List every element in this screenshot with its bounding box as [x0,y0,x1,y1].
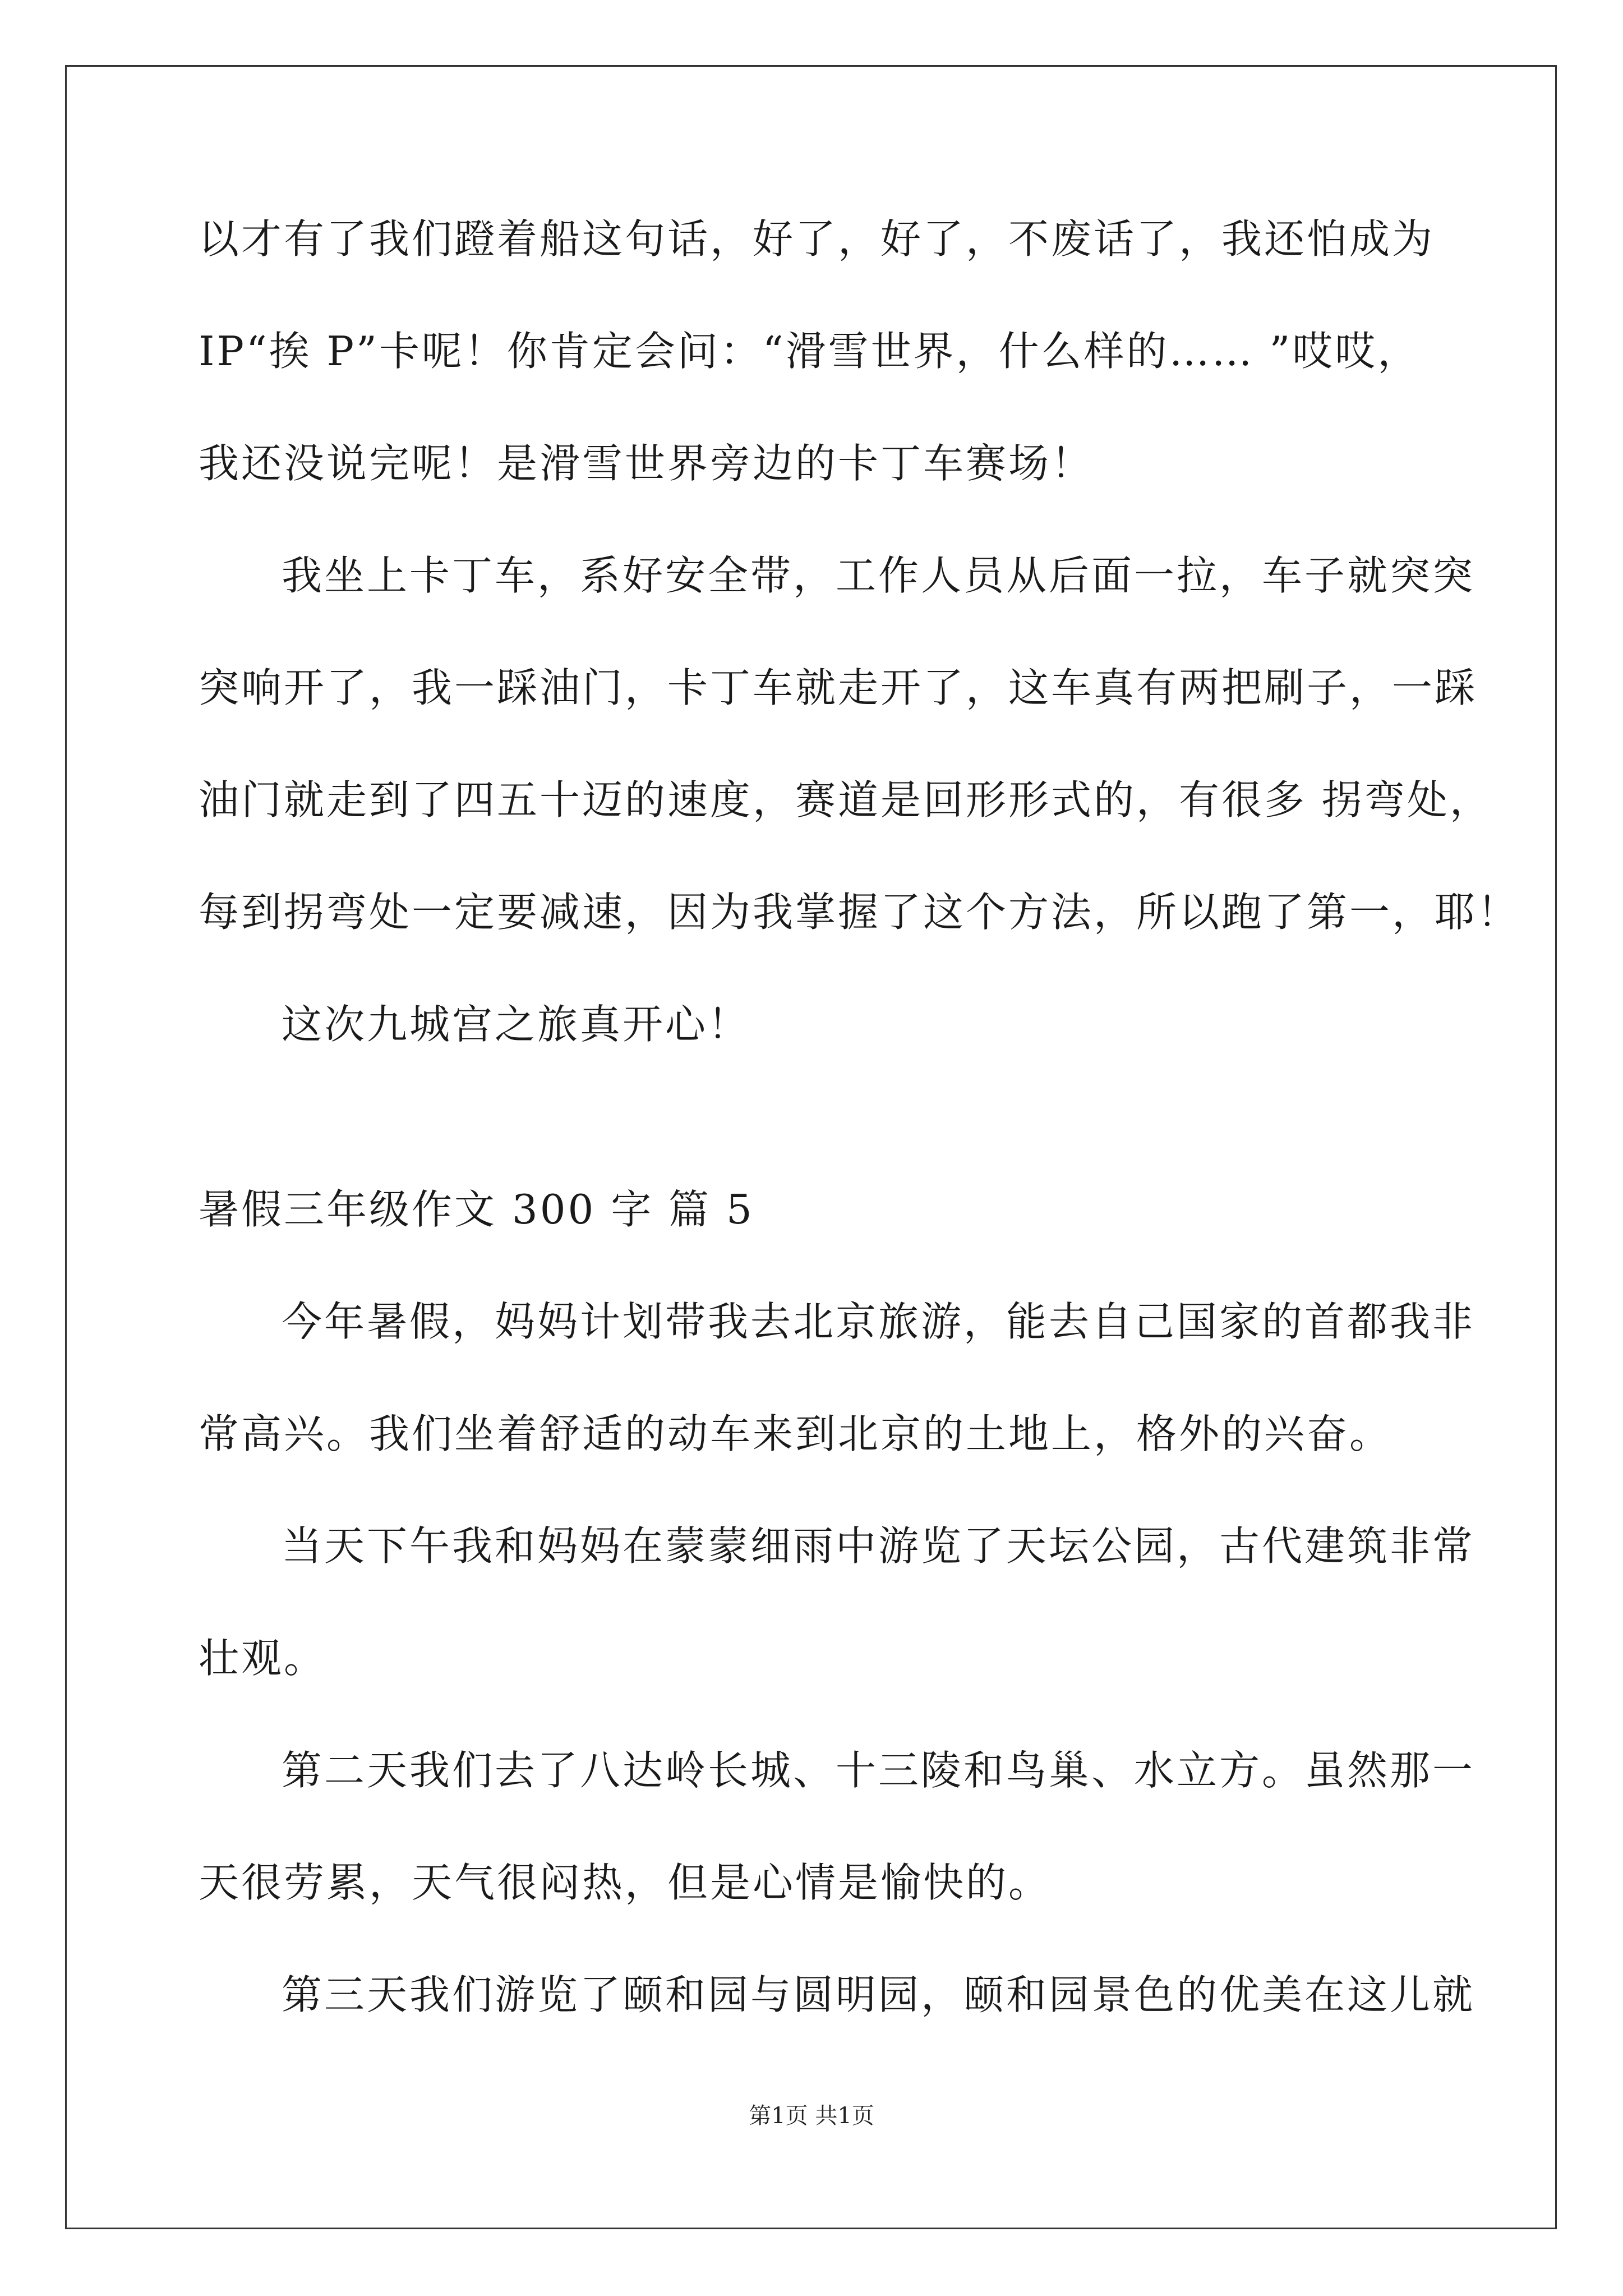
paragraph-line: 天很劳累，天气很闷热，但是心情是愉快的。 [199,1859,1052,1906]
paragraph-line: 每到拐弯处一定要减速，因为我掌握了这个方法，所以跑了第一，耶！ [199,889,1520,936]
paragraph-line: IP“挨 P”卡呢！你肯定会问：“滑雪世界，什么样的…… ”哎哎， [199,328,1421,375]
paragraph-line: 我还没说完呢！是滑雪世界旁边的卡丁车赛场！ [199,440,1094,487]
paragraph-line: 第三天我们游览了颐和园与圆明园，颐和园景色的优美在这儿就 [282,1971,1476,2018]
paragraph-line: 油门就走到了四五十迈的速度，赛道是回形形式的，有很多 拐弯处， [199,776,1492,823]
paragraph-line: 我坐上卡丁车，系好安全带，工作人员从后面一拉，车子就突突 [282,552,1476,599]
paragraph-line: 这次九城宫之旅真开心！ [282,1001,751,1048]
paragraph-line: 突响开了，我一踩油门，卡丁车就走开了，这车真有两把刷子，一踩 [199,664,1478,711]
page-footer: 第1页 共1页 [749,2103,874,2129]
paragraph-line: 以才有了我们蹬着船这句话，好了，好了，不废话了，我还怕成为 [199,215,1435,263]
paragraph-line: 壮观。 [199,1635,327,1682]
paragraph-line: 常高兴。我们坐着舒适的动车来到北京的土地上，格外的兴奋。 [199,1410,1393,1457]
paragraph-line: 第二天我们去了八达岭长城、十三陵和鸟巢、水立方。虽然那一 [282,1747,1476,1794]
paragraph-line: 当天下午我和妈妈在蒙蒙细雨中游览了天坛公园，古代建筑非常 [282,1522,1476,1570]
paragraph-line: 今年暑假，妈妈计划带我去北京旅游，能去自己国家的首都我非 [282,1298,1476,1345]
section-heading: 暑假三年级作文 300 字 篇 5 [199,1186,754,1233]
